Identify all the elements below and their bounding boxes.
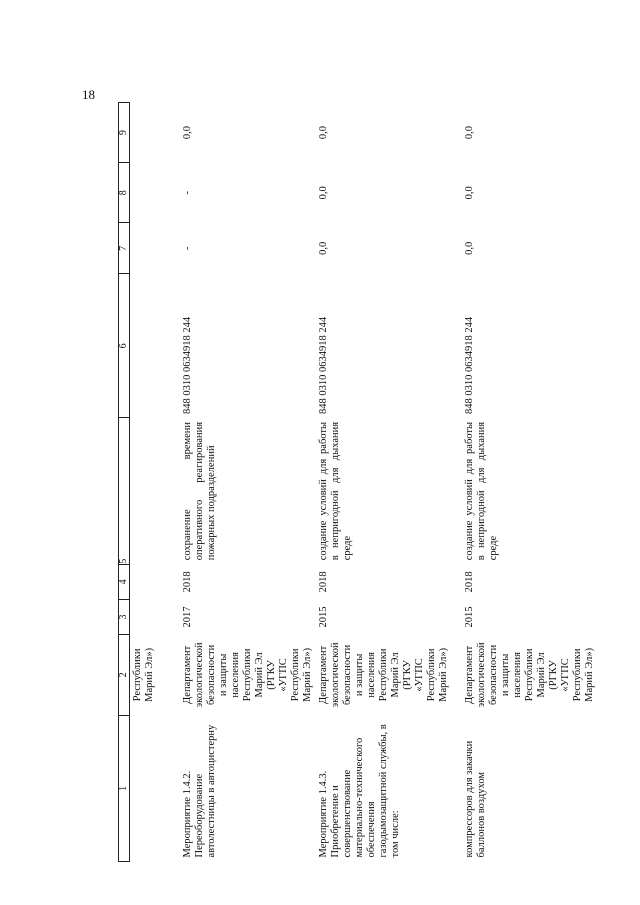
cell-value-8: 0,0 — [464, 186, 475, 200]
cell-start-year: 2015 — [318, 606, 329, 628]
cell-value-8: 0,0 — [318, 186, 329, 200]
cell-value-7 — [130, 223, 165, 274]
cell-value-9: 0,0 — [182, 126, 193, 140]
cell-measure: компрессоров для закачки баллонов воздухом — [464, 740, 487, 858]
cell-value-7: 0,0 — [464, 241, 475, 255]
col-header-6: 6 — [119, 274, 130, 418]
col-header-5: 5 — [119, 418, 130, 564]
cell-executor: Департамент экологической безопасности и защиты населения Республики Марий Эл (РГКУ «УГПС Республики Марий Эл») — [182, 642, 313, 708]
cell-executor: Департамент экологической безопасности и защиты населения Республики Марий Эл (РГКУ «УГПС Республики Марий Эл») — [318, 642, 449, 708]
cell-executor: Департамент экологической безопасности и защиты населения Республики Марий Эл (РГКУ «УГПС Республики Марий Эл») — [464, 642, 595, 708]
cell-value-8 — [130, 163, 165, 223]
cell-value-9: 0,0 — [318, 126, 329, 140]
cell-budget-code — [130, 274, 165, 418]
cell-value-9: 0,0 — [464, 126, 475, 140]
table-row — [316, 103, 462, 862]
measures-table — [118, 102, 598, 862]
table-row — [462, 103, 598, 862]
cell-result: сохранение времени оперативного реагирования пожарных подразделений — [182, 421, 217, 561]
table-row — [130, 103, 165, 862]
cell-result: создание условий для работы в непригодной для дыхания среде — [464, 421, 499, 561]
col-header-9: 9 — [119, 103, 130, 163]
cell-measure: Мероприятие 1.4.3. Приобретение и совершенствование материально-технического обеспечения газодымозащитной службы, в том числе: — [318, 724, 401, 858]
cell-budget-code: 848 0310 0634918 244 — [182, 316, 193, 414]
cell-executor: Республики Марий Эл») — [132, 647, 155, 702]
col-header-1: 1 — [119, 715, 130, 861]
col-header-8: 8 — [119, 163, 130, 223]
col-header-7: 7 — [119, 223, 130, 274]
table-row — [164, 103, 316, 862]
cell-value-9 — [130, 103, 165, 163]
cell-start-year: 2017 — [182, 606, 193, 628]
cell-start-year — [130, 599, 165, 634]
cell-result: создание условий для работы в непригодной для дыхания среде — [318, 421, 353, 561]
cell-end-year — [130, 564, 165, 599]
cell-value-7: - — [182, 246, 193, 251]
col-header-2: 2 — [119, 635, 130, 716]
page-number: 18 — [82, 87, 95, 102]
cell-measure — [130, 715, 165, 861]
cell-value-8: - — [182, 191, 193, 195]
cell-end-year: 2018 — [318, 571, 329, 593]
cell-measure: Мероприятие 1.4.2. Переоборудование автолестницы в автоцистерну — [182, 724, 217, 858]
rotated-table-wrapper — [118, 102, 595, 862]
col-header-4: 4 — [119, 564, 130, 599]
cell-start-year: 2015 — [464, 606, 475, 628]
col-header-3: 3 — [119, 599, 130, 634]
cell-budget-code: 848 0310 0634918 244 — [464, 316, 475, 414]
cell-end-year: 2018 — [464, 571, 475, 593]
cell-budget-code: 848 0310 0634918 244 — [318, 316, 329, 414]
cell-value-7: 0,0 — [318, 241, 329, 255]
cell-end-year: 2018 — [182, 571, 193, 593]
cell-result — [130, 418, 165, 564]
column-number-header — [119, 103, 130, 862]
